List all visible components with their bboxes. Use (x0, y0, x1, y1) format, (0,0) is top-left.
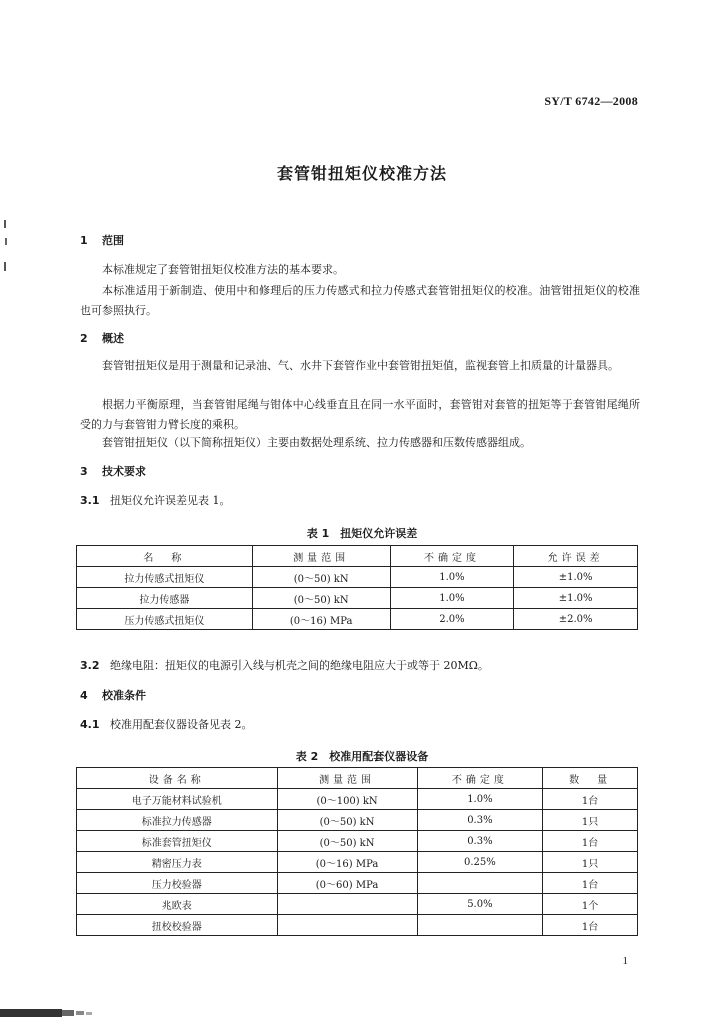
table-row (77, 588, 638, 609)
column-header: 设备名称 (77, 768, 278, 789)
table-cell: ±2.0% (514, 609, 638, 630)
clause-3-1 (80, 492, 231, 508)
table-cell: 0.3% (417, 810, 543, 831)
table-2 (76, 767, 638, 936)
table-cell: 标准套管扭矩仪 (77, 831, 278, 852)
scan-edge-artifact (0, 1007, 105, 1019)
column-header: 名 称 (77, 546, 253, 567)
table-cell: (0～16) MPa (252, 609, 390, 630)
table-row (77, 831, 638, 852)
table-cell: 1台 (543, 915, 638, 936)
table-cell: 拉力传感式扭矩仪 (77, 567, 253, 588)
section-2-paragraph-2: 根据力平衡原理，当套管钳尾绳与钳体中心线垂直且在同一水平面时，套管钳对套管的扭矩等于套管钳尾绳所受的力与套管钳力臂长度的乘积。 (80, 398, 640, 431)
table-cell: 拉力传感器 (77, 588, 253, 609)
table-cell: 0.3% (417, 831, 543, 852)
table-cell: 压力传感式扭矩仪 (77, 609, 253, 630)
table-cell: (0～50) kN (277, 831, 417, 852)
section-2-heading (80, 330, 124, 346)
table-cell: (0～50) kN (277, 810, 417, 831)
table-cell: 2.0% (390, 609, 514, 630)
table-cell: (0～16) MPa (277, 852, 417, 873)
table-cell: 1.0% (417, 789, 543, 810)
table-cell: 1只 (543, 852, 638, 873)
table-cell: 兆欧表 (77, 894, 278, 915)
section-4-heading (80, 687, 146, 703)
clause-text: 扭矩仪允许误差见表 1。 (110, 494, 231, 507)
section-2-paragraph-1: 套管钳扭矩仪是用于测量和记录油、气、水井下套管作业中套管钳扭矩值，监视套管上扣质量的计量器具。 (102, 359, 619, 372)
table-cell: 扭校校验器 (77, 915, 278, 936)
section-number: 2 (80, 332, 88, 345)
clause-text: 绝缘电阻：扭矩仪的电源引入线与机壳之间的绝缘电阻应大于或等于 20MΩ。 (110, 659, 489, 672)
table-cell: 标准拉力传感器 (77, 810, 278, 831)
table-row (77, 894, 638, 915)
clause-number: 3.1 (80, 494, 100, 507)
table-cell: 0.25% (417, 852, 543, 873)
table-cell: 1个 (543, 894, 638, 915)
section-number: 1 (80, 234, 88, 247)
table-cell: 1.0% (390, 567, 514, 588)
column-header: 允许误差 (514, 546, 638, 567)
column-header: 不确定度 (417, 768, 543, 789)
table-cell: (0～100) kN (277, 789, 417, 810)
table-header-row (77, 546, 638, 567)
table-cell: (0～60) MPa (277, 873, 417, 894)
page-number: 1 (622, 955, 628, 967)
table-cell (277, 894, 417, 915)
table-row (77, 609, 638, 630)
table-cell: 电子万能材料试验机 (77, 789, 278, 810)
column-header: 测量范围 (252, 546, 390, 567)
clause-4-1 (80, 716, 253, 732)
section-title: 范围 (102, 234, 124, 247)
table-cell: ±1.0% (514, 567, 638, 588)
section-1-paragraph-2: 本标准适用于新制造、使用中和修理后的压力传感式和拉力传感式套管钳扭矩仪的校准。油管钳扭矩仪的校准也可参照执行。 (80, 284, 640, 317)
table-cell: 1台 (543, 789, 638, 810)
table-cell: 压力校验器 (77, 873, 278, 894)
document-title: 套管钳扭矩仪校准方法 (276, 164, 447, 183)
table-cell (277, 915, 417, 936)
clause-number: 4.1 (80, 718, 100, 731)
table-cell (417, 915, 543, 936)
scan-margin-marks (2, 218, 12, 278)
clause-text: 校准用配套仪器设备见表 2。 (110, 718, 253, 731)
section-number: 4 (80, 689, 88, 702)
table-cell: 1台 (543, 831, 638, 852)
table-cell (417, 873, 543, 894)
table-header-row (77, 768, 638, 789)
section-1-heading (80, 232, 124, 248)
section-title: 概述 (102, 332, 124, 345)
clause-3-2 (80, 657, 489, 673)
section-1-paragraph-1: 本标准规定了套管钳扭矩仪校准方法的基本要求。 (102, 263, 344, 276)
table-1 (76, 545, 638, 630)
table-cell: 1台 (543, 873, 638, 894)
table-row (77, 789, 638, 810)
table-cell: 精密压力表 (77, 852, 278, 873)
column-header: 不确定度 (390, 546, 514, 567)
section-title: 技术要求 (102, 465, 146, 478)
table-row (77, 567, 638, 588)
table-row (77, 915, 638, 936)
table-row (77, 810, 638, 831)
section-title: 校准条件 (102, 689, 146, 702)
table-row (77, 873, 638, 894)
column-header: 数 量 (543, 768, 638, 789)
clause-number: 3.2 (80, 659, 100, 672)
table-2-title: 表 2 校准用配套仪器设备 (295, 750, 429, 763)
column-header: 测量范围 (277, 768, 417, 789)
table-row (77, 852, 638, 873)
table-1-title: 表 1 扭矩仪允许误差 (306, 527, 418, 540)
standard-code: SY/T 6742—2008 (544, 94, 638, 108)
section-number: 3 (80, 465, 88, 478)
table-cell: (0～50) kN (252, 567, 390, 588)
table-cell: (0～50) kN (252, 588, 390, 609)
section-3-heading (80, 463, 146, 479)
table-cell: ±1.0% (514, 588, 638, 609)
table-cell: 1只 (543, 810, 638, 831)
section-2-paragraph-3: 套管钳扭矩仪（以下简称扭矩仪）主要由数据处理系统、拉力传感器和压数传感器组成。 (102, 436, 531, 449)
table-cell: 5.0% (417, 894, 543, 915)
table-cell: 1.0% (390, 588, 514, 609)
